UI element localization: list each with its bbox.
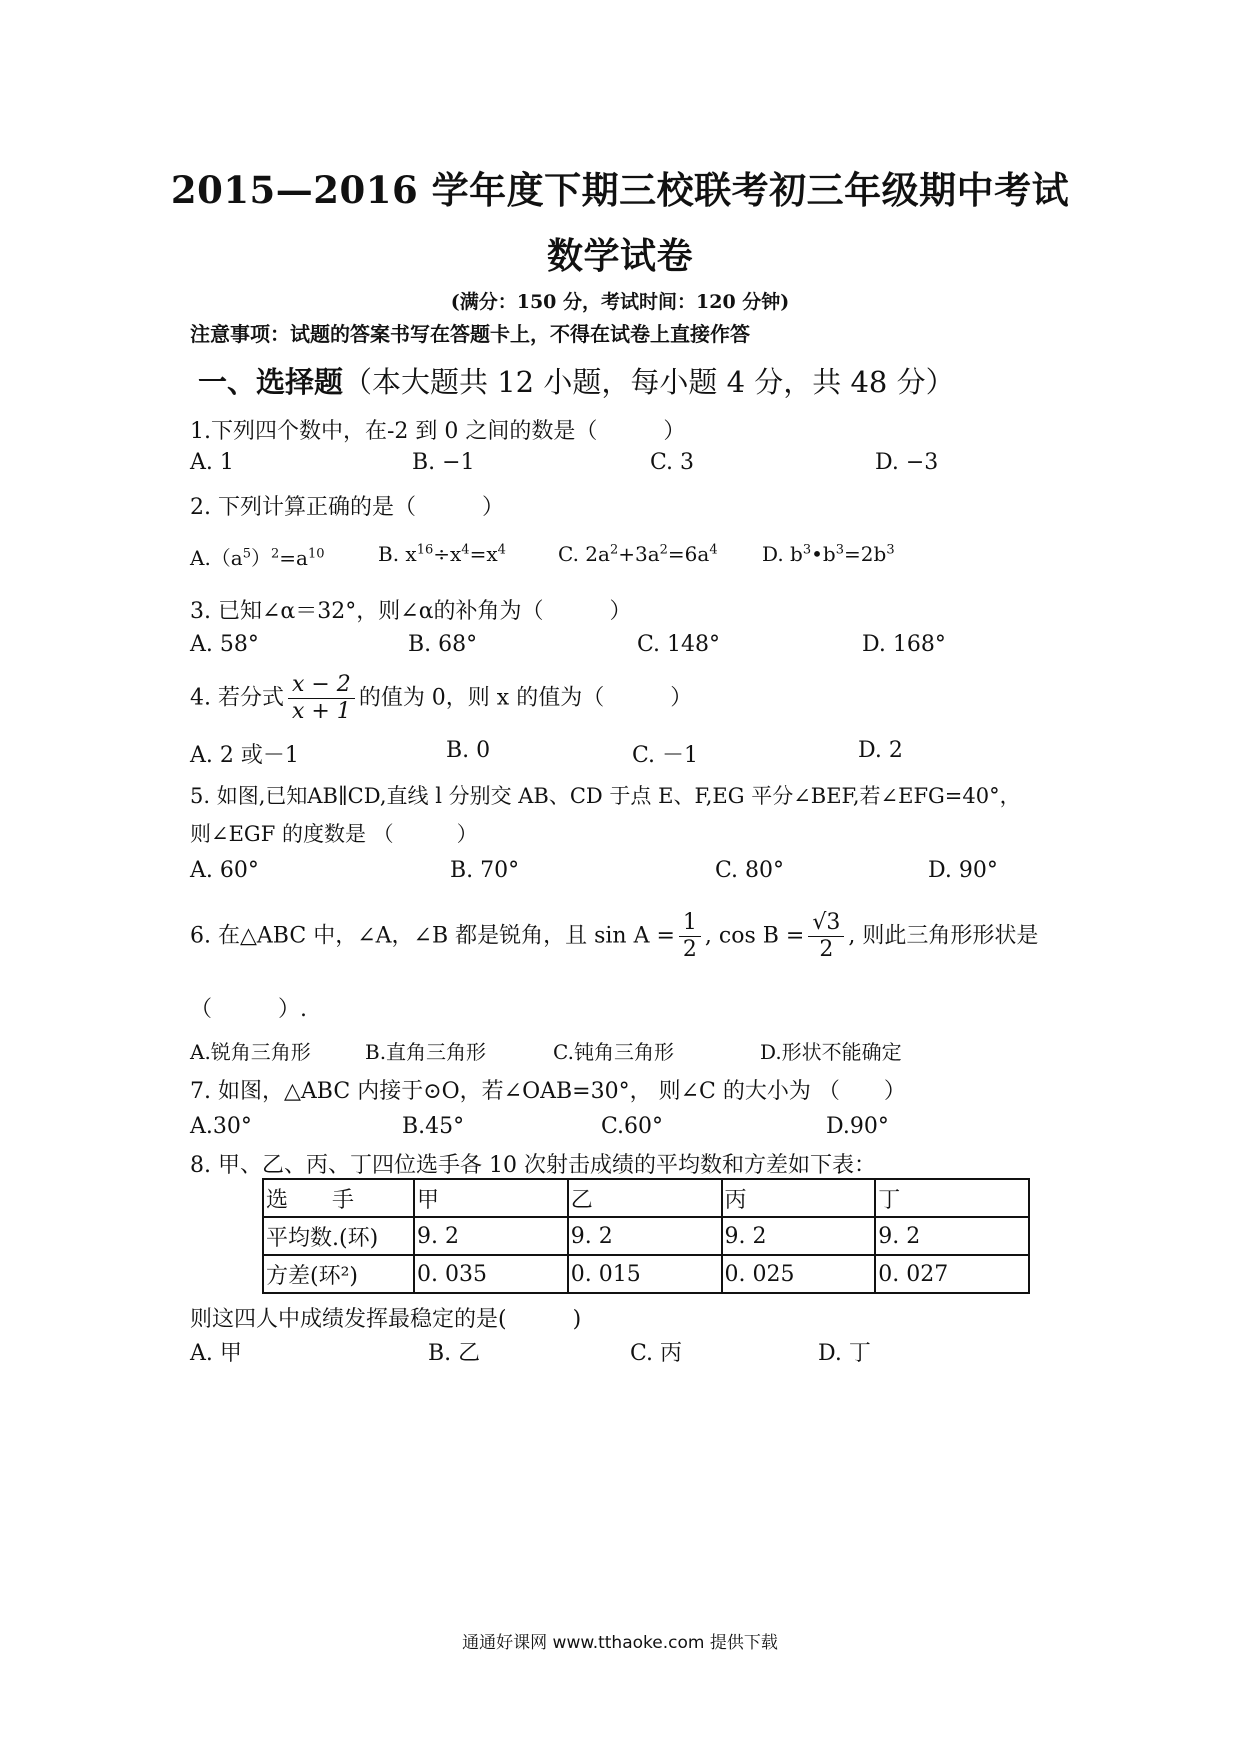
table-cell: 平均数.(环) xyxy=(263,1217,414,1255)
table-header-cell: 乙 xyxy=(568,1179,722,1217)
table-row xyxy=(263,1217,1029,1255)
question-6-option-a: A.锐角三角形 xyxy=(190,1040,311,1064)
exam-title: 2015—2016 学年度下期三校联考初三年级期中考试 xyxy=(170,168,1070,212)
table-header-cell: 选 手 xyxy=(263,1179,414,1217)
question-7-option-b: B.45° xyxy=(402,1114,465,1139)
question-6-option-c: C.钝角三角形 xyxy=(553,1040,674,1064)
question-1-option-b: B. −1 xyxy=(412,450,475,475)
question-7-stem: 7. 如图，△ABC 内接于⊙O，若∠OAB=30°， 则∠C 的大小为 （ ） xyxy=(190,1079,906,1104)
question-6-mid: , cos B = xyxy=(704,923,805,949)
question-8-option-d: D. 丁 xyxy=(818,1341,871,1366)
question-6-cos-denominator: 2 xyxy=(819,937,834,962)
question-1-option-a: A. 1 xyxy=(190,450,234,475)
question-8-stem: 8. 甲、乙、丙、丁四位选手各 10 次射击成绩的平均数和方差如下表： xyxy=(190,1153,876,1178)
page-footer: 通通好课网 www.tthaoke.com 提供下载 xyxy=(462,1633,778,1653)
exam-notice: 注意事项：试题的答案书写在答题卡上，不得在试卷上直接作答 xyxy=(190,322,750,346)
section-title: 一、选择题 xyxy=(198,365,344,399)
question-8-option-b: B. 乙 xyxy=(428,1341,481,1366)
table-cell: 方差(环²) xyxy=(263,1255,414,1293)
question-4-option-a: A. 2 或－1 xyxy=(190,743,299,768)
table-cell: 0. 025 xyxy=(722,1255,876,1293)
table-cell: 9. 2 xyxy=(875,1217,1029,1255)
question-4-option-c: C. －1 xyxy=(632,743,699,768)
table-cell: 0. 015 xyxy=(568,1255,722,1293)
question-6-sin-fraction xyxy=(679,910,701,963)
question-4-numerator: x − 2 xyxy=(288,672,355,699)
table-header-cell: 丁 xyxy=(875,1179,1029,1217)
question-6-option-b: B.直角三角形 xyxy=(365,1040,487,1064)
question-3-option-c: C. 148° xyxy=(637,632,721,657)
question-3-option-a: A. 58° xyxy=(190,632,259,657)
table-cell: 9. 2 xyxy=(722,1217,876,1255)
question-7-option-c: C.60° xyxy=(601,1114,664,1139)
question-6-stem xyxy=(190,910,1038,963)
question-4-prefix: 4. 若分式 xyxy=(190,685,284,711)
table-cell: 9. 2 xyxy=(568,1217,722,1255)
question-4-fraction xyxy=(288,672,355,725)
question-8-after: 则这四人中成绩发挥最稳定的是( ) xyxy=(190,1307,582,1332)
question-1-option-c: C. 3 xyxy=(650,450,695,475)
question-6-cos-fraction xyxy=(808,910,844,963)
question-3-option-b: B. 68° xyxy=(408,632,478,657)
question-1-stem: 1.下列四个数中，在-2 到 0 之间的数是（ ） xyxy=(190,419,686,444)
question-5-option-d: D. 90° xyxy=(928,858,998,883)
question-5-option-a: A. 60° xyxy=(190,858,259,883)
question-8-option-c: C. 丙 xyxy=(630,1341,683,1366)
table-header-row xyxy=(263,1179,1029,1217)
question-5-line-1: 5. 如图,已知AB∥CD,直线 l 分别交 AB、CD 于点 E、F,EG 平分∠BEF,若∠EFG=40°， xyxy=(190,784,1021,808)
question-2-option-b: B. $x^{16}\div x^4=x^4$ xyxy=(378,542,506,566)
question-6-cos-numerator: √3 xyxy=(808,910,844,937)
question-2-option-c: C. $2a^2+3a^2=6a^4$ xyxy=(558,542,718,566)
question-5-option-b: B. 70° xyxy=(450,858,520,883)
exam-meta: (满分：150 分，考试时间：120 分钟) xyxy=(450,291,790,313)
question-2-option-d: D. $b^3•b^3=2b^3$ xyxy=(762,542,895,566)
section-desc: （本大题共 12 小题，每小题 4 分，共 48 分） xyxy=(343,365,955,399)
question-7-option-a: A.30° xyxy=(190,1114,252,1139)
question-6-option-d: D.形状不能确定 xyxy=(760,1040,902,1064)
question-4-denominator: x + 1 xyxy=(291,699,351,724)
question-6-line-2: （ ）. xyxy=(190,997,307,1022)
question-7-option-d: D.90° xyxy=(826,1114,889,1139)
exam-subtitle: 数学试卷 xyxy=(546,235,693,277)
table-cell: 0. 027 xyxy=(875,1255,1029,1293)
question-5-line-2: 则∠EGF 的度数是 （ ） xyxy=(190,822,478,846)
question-4-option-b: B. 0 xyxy=(446,738,491,763)
question-4-option-d: D. 2 xyxy=(858,738,903,763)
question-5-option-c: C. 80° xyxy=(715,858,785,883)
question-4-stem xyxy=(190,672,692,725)
question-1-option-d: D. −3 xyxy=(875,450,939,475)
table-header-cell: 丙 xyxy=(722,1179,876,1217)
question-2-option-a: $A.(a^5)^2=a^{10}$ xyxy=(190,546,325,570)
section-heading xyxy=(198,360,955,401)
table-row xyxy=(263,1255,1029,1293)
question-8-option-a: A. 甲 xyxy=(190,1341,242,1366)
question-6-prefix: 6. 在△ABC 中，∠A，∠B 都是锐角，且 sin A = xyxy=(190,923,675,949)
table-cell: 9. 2 xyxy=(414,1217,568,1255)
question-2-stem: 2. 下列计算正确的是（ ） xyxy=(190,495,504,520)
table-cell: 0. 035 xyxy=(414,1255,568,1293)
question-3-stem: 3. 已知∠α＝32°，则∠α的补角为（ ） xyxy=(190,599,632,624)
question-6-sin-numerator: 1 xyxy=(679,910,701,937)
question-6-sin-denominator: 2 xyxy=(682,937,697,962)
score-table xyxy=(262,1178,1030,1294)
question-6-suffix: , 则此三角形形状是 xyxy=(848,923,1039,949)
question-3-option-d: D. 168° xyxy=(862,632,946,657)
table-header-cell: 甲 xyxy=(414,1179,568,1217)
question-4-suffix: 的值为 0，则 x 的值为（ ） xyxy=(358,685,693,711)
